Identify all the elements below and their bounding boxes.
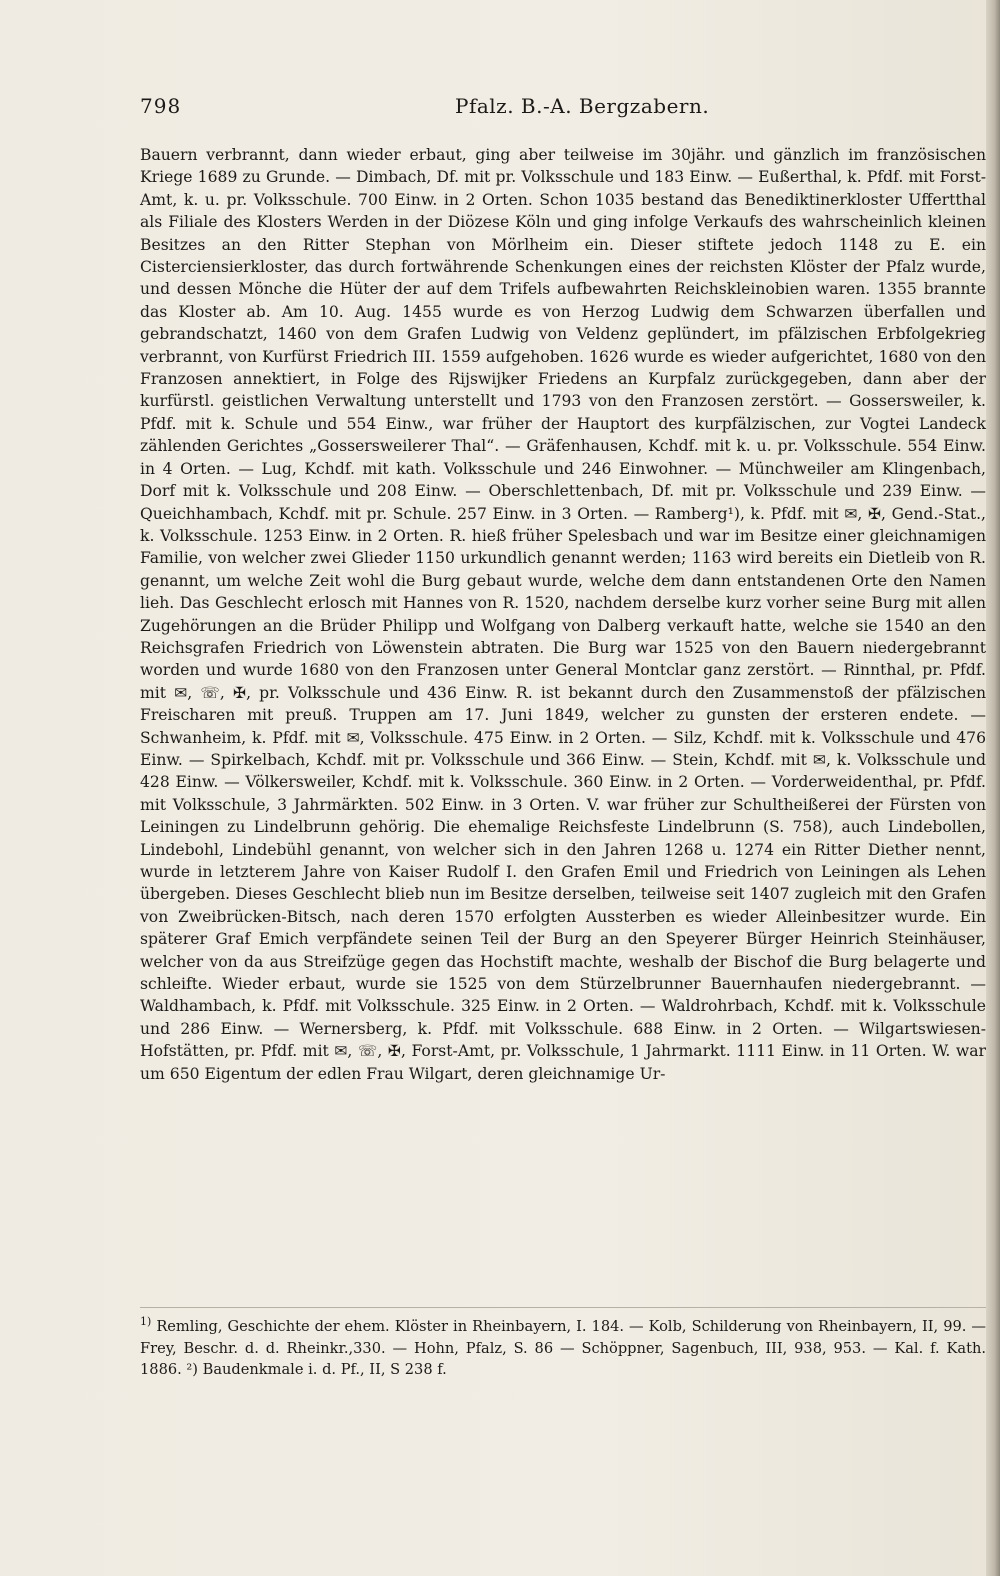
page-header: [140, 94, 985, 126]
footnote-divider: [140, 1307, 986, 1308]
footnotes: [140, 1316, 986, 1381]
page-edge-shadow: [986, 0, 1000, 1576]
footnote-text: Remling, Geschichte der ehem. Klöster in Rheinbayern, I. 184. — Kolb, Schilderung von Rheinbayern, II, 99. — Frey, Beschr. d. d. Rheinkr.,330. — Hohn, Pfalz, S. 86 — Schöppner, Sagenbuch, III, 938, 953. — Kal. f. Kath. 1886. ²) Baudenkmale i. d. Pf., II, S 238 f.: [140, 1318, 987, 1378]
page-number: 798: [140, 94, 182, 118]
footnote-marker: 1): [140, 1315, 152, 1329]
running-head: Pfalz. B.-A. Bergzabern.: [455, 94, 710, 118]
body-paragraph: Bauern verbrannt, dann wieder erbaut, ging aber teilweise im 30jähr. und gänzlich im französischen Kriege 1689 zu Grunde. — Dimbach, Df. mit pr. Volksschule und 183 Einw. — Eußerthal, k. Pfdf. mit Forst-Amt, k. u. pr. Volksschule. 700 Einw. in 2 Orten. Schon 1035 bestand das Benediktinerkloster Uffertthal als Filiale des Klosters Werden in der Diözese Köln und ging infolge Verkaufs des wahrscheinlich kleinen Besitzes an den Ritter Stephan von Mörlheim ein. Dieser stiftete jedoch 1148 zu E. ein Cisterciensierkloster, das durch fortwährende Schenkungen eines der reichsten Klöster der Pfalz wurde, und dessen Mönche die Hüter der auf dem Trifels aufbewahrten Reichskleinobien waren. 1355 brannte das Kloster ab. Am 10. Aug. 1455 wurde es von Herzog Ludwig dem Schwarzen überfallen und gebrandschatzt, 1460 von dem Grafen Ludwig von Veldenz geplündert, im pfälzischen Erbfolgekrieg verbrannt, von Kurfürst Friedrich III. 1559 aufgehoben. 1626 wurde es wieder aufgerichtet, 1680 von den Franzosen annektiert, in Folge des Rijswijker Friedens an Kurpfalz zurückgegeben, dann aber der kurfürstl. geistlichen Verwaltung unterstellt und 1793 von den Franzosen zerstört. — Gossersweiler, k. Pfdf. mit k. Schule und 554 Einw., war früher der Hauptort des kurpfälzischen, zur Vogtei Landeck zählenden Gerichtes „Gossersweilerer Thal“. — Gräfenhausen, Kchdf. mit k. u. pr. Volksschule. 554 Einw. in 4 Orten. — Lug, Kchdf. mit kath. Volksschule und 246 Einwohner. — Münchweiler am Klingenbach, Dorf mit k. Volksschule und 208 Einw. — Oberschlettenbach, Df. mit pr. Volksschule und 239 Einw. — Queichhambach, Kchdf. mit pr. Schule. 257 Einw. in 3 Orten. — Ramberg¹), k. Pfdf. mit ✉, ✠, Gend.-Stat., k. Volksschule. 1253 Einw. in 2 Orten. R. hieß früher Spelesbach und war im Besitze einer gleichnamigen Familie, von welcher zwei Glieder 1150 urkundlich genannt werden; 1163 wird bereits ein Dietleib von R. genannt, um welche Zeit wohl die Burg gebaut wurde, welche dem dann entstandenen Orte den Namen lieh. Das Geschlecht erlosch mit Hannes von R. 1520, nachdem derselbe kurz vorher seine Burg mit allen Zugehörungen an die Brüder Philipp und Wolfgang von Dalberg verkauft hatte, welche sie 1540 an den Reichsgrafen Friedrich von Löwenstein abtraten. Die Burg war 1525 von den Bauern niedergebrannt worden und wurde 1680 von den Franzosen unter General Montclar ganz zerstört. — Rinnthal, pr. Pfdf. mit ✉, ☏, ✠, pr. Volksschule und 436 Einw. R. ist bekannt durch den Zusammenstoß der pfälzischen Freischaren mit preuß. Truppen am 17. Juni 1849, welcher zu gunsten der ersteren endete. — Schwanheim, k. Pfdf. mit ✉, Volksschule. 475 Einw. in 2 Orten. — Silz, Kchdf. mit k. Volksschule und 476 Einw. — Spirkelbach, Kchdf. mit pr. Volksschule und 366 Einw. — Stein, Kchdf. mit ✉, k. Volksschule und 428 Einw. — Völkersweiler, Kchdf. mit k. Volksschule. 360 Einw. in 2 Orten. — Vorderweidenthal, pr. Pfdf. mit Volksschule, 3 Jahrmärkten. 502 Einw. in 3 Orten. V. war früher zur Schultheißerei der Fürsten von Leiningen zu Lindelbrunn gehörig. Die ehemalige Reichsfeste Lindelbrunn (S. 758), auch Lindebollen, Lindebohl, Lindebühl genannt, von welcher sich in den Jahren 1268 u. 1274 ein Ritter Diether nennt, wurde in letzterem Jahre von Kaiser Rudolf I. den Grafen Emil und Friedrich von Leiningen als Lehen übergeben. Dieses Geschlecht blieb nun im Besitze derselben, teilweise seit 1407 zugleich mit den Grafen von Zweibrücken-Bitsch, nach deren 1570 erfolgten Aussterben es wieder Alleinbesitzer wurde. Ein späterer Graf Emich verpfändete seinen Teil der Burg an den Speyerer Bürger Heinrich Steinhäuser, welcher von da aus Streifzüge gegen das Hochstift machte, weshalb der Bischof die Burg belagerte und schleifte. Wieder erbaut, wurde sie 1525 von dem Stürzelbrunner Bauernhaufen niedergebrannt. — Waldhambach, k. Pfdf. mit Volksschule. 325 Einw. in 2 Orten. — Waldrohrbach, Kchdf. mit k. Volksschule und 286 Einw. — Wernersberg, k. Pfdf. mit Volksschule. 688 Einw. in 2 Orten. — Wilgartswiesen-Hofstätten, pr. Pfdf. mit ✉, ☏, ✠, Forst-Amt, pr. Volksschule, 1 Jahrmarkt. 1111 Einw. in 11 Orten. W. war um 650 Eigentum der edlen Frau Wilgart, deren gleichnamige Ur-: [140, 146, 986, 1083]
